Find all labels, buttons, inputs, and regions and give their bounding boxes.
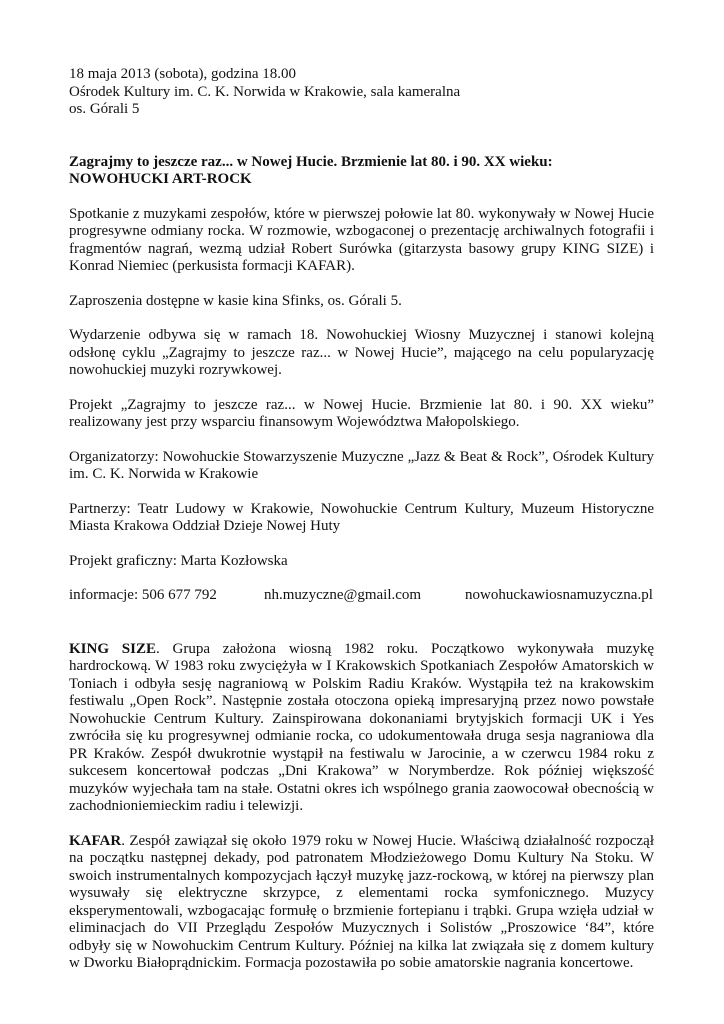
event-header <box>69 66 654 119</box>
event-title-line-1: Zagrajmy to jeszcze raz... w Nowej Hucie. Brzmienie lat 80. i 90. XX wieku: <box>69 153 553 170</box>
partners-paragraph: Partnerzy: Teatr Ludowy w Krakowie, Nowohuckie Centrum Kultury, Muzeum Historyczne Miasta Krakowa Oddział Dzieje Nowej Huty <box>69 500 654 534</box>
kafar-name: KAFAR <box>69 832 122 849</box>
king-size-bio <box>69 641 654 816</box>
king-size-name: KING SIZE <box>69 640 156 657</box>
king-size-text: . Grupa założona wiosną 1982 roku. Początkowo wykonywała muzykę hardrockową. W 1983 roku zwyciężyła w I Krakowskich Spotkaniach Zespołów Amatorskich w Toniach i odbyła sesję nagraniową w Polskim Radiu Kraków. Wystąpiła też na krakowskim festiwalu „Open Rock”. Następnie została otoczona opieką impresaryjną przez nowo powstałe Nowohuckie Centrum Kultury. Zainspirowana dokonaniami brytyjskich formacji UK i Yes zwróciła się ku progresywnej odmianie rocka, co udokumentowała druga sesja nagraniowa dla PR Kraków. Zespół dwukrotnie wystąpił na festiwalu w Jarocinie, a w czerwcu 1984 roku z sukcesem koncertował podczas „Dni Krakowa” w Norymberdze. Rok później większość muzyków wyjechała tam na stałe. Ostatni okres ich wspólnego grania zaowocował obecnością w zachodnioniemieckim radiu i telewizji. <box>69 640 654 814</box>
graphics-credit: Projekt graficzny: Marta Kozłowska <box>69 552 288 569</box>
event-title-line-2: NOWOHUCKI ART-ROCK <box>69 171 252 187</box>
event-title <box>69 154 654 189</box>
kafar-text: . Zespół zawiązał się około 1979 roku w Nowej Hucie. Właściwą działalność rozpoczął na początku następnej dekady, pod patronatem Młodzieżowego Domu Kultury Na Stoku. W swoich instrumentalnych kompozycjach łączył muzykę jazz-rockową, w której na pierwszy plan wysuwały się elektryczne skrzypce, z elementami rocka symfonicznego. Muzycy eksperymentowali, wzbogacając formułę o brzmienie fortepianu i trąbki. Grupa wzięła udział w eliminacjach do VII Przeglądu Zespołów Muzycznych i Solistów „Proszowice ‘84”, które odbyły się w Nowohuckim Centrum Kultury. Później na kilka lat związała się z domem kultury w Dworku Białoprądnickim. Formacja pozostawiła po sobie amatorskie nagrania koncertowe. <box>69 832 654 971</box>
contact-phone: informacje: 506 677 792 <box>69 587 217 603</box>
invitations-paragraph: Zaproszenia dostępne w kasie kina Sfinks, os. Górali 5. <box>69 292 402 309</box>
contact-website: nowohuckawiosnamuzyczna.pl <box>465 587 653 603</box>
event-context-paragraph: Wydarzenie odbywa się w ramach 18. Nowohuckiej Wiosny Muzycznej i stanowi kolejną odsłonę cyklu „Zagrajmy to jeszcze raz... w Nowej Hucie”, mającego na celu popularyzację nowohuckiej muzyki rozrywkowej. <box>69 327 654 378</box>
contact-info-row <box>69 587 654 605</box>
intro-paragraph: Spotkanie z muzykami zespołów, które w pierwszej połowie lat 80. wykonywały w Nowej Hucie progresywne odmiany rocka. W rozmowie, wzbogaconej o prezentację archiwalnych fotografii i fragmentów nagrań, wezmą udział Robert Surówka (gitarzysta basowy grupy KING SIZE) i Konrad Niemiec (perkusista formacji KAFAR). <box>69 205 654 274</box>
event-date: 18 maja 2013 (sobota), godzina 18.00 <box>69 66 297 82</box>
document-page <box>69 66 654 990</box>
event-venue: Ośrodek Kultury im. C. K. Norwida w Krakowie, sala kameralna <box>69 83 461 100</box>
event-address: os. Górali 5 <box>69 101 140 117</box>
project-funding-paragraph: Projekt „Zagrajmy to jeszcze raz... w Nowej Hucie. Brzmienie lat 80. i 90. XX wieku” realizowany jest przy wsparciu finansowym Województwa Małopolskiego. <box>69 396 654 430</box>
contact-email: nh.muzyczne@gmail.com <box>264 587 422 603</box>
kafar-bio <box>69 833 654 973</box>
organizers-paragraph: Organizatorzy: Nowohuckie Stowarzyszenie Muzyczne „Jazz & Beat & Rock”, Ośrodek Kultury im. C. K. Norwida w Krakowie <box>69 448 654 482</box>
